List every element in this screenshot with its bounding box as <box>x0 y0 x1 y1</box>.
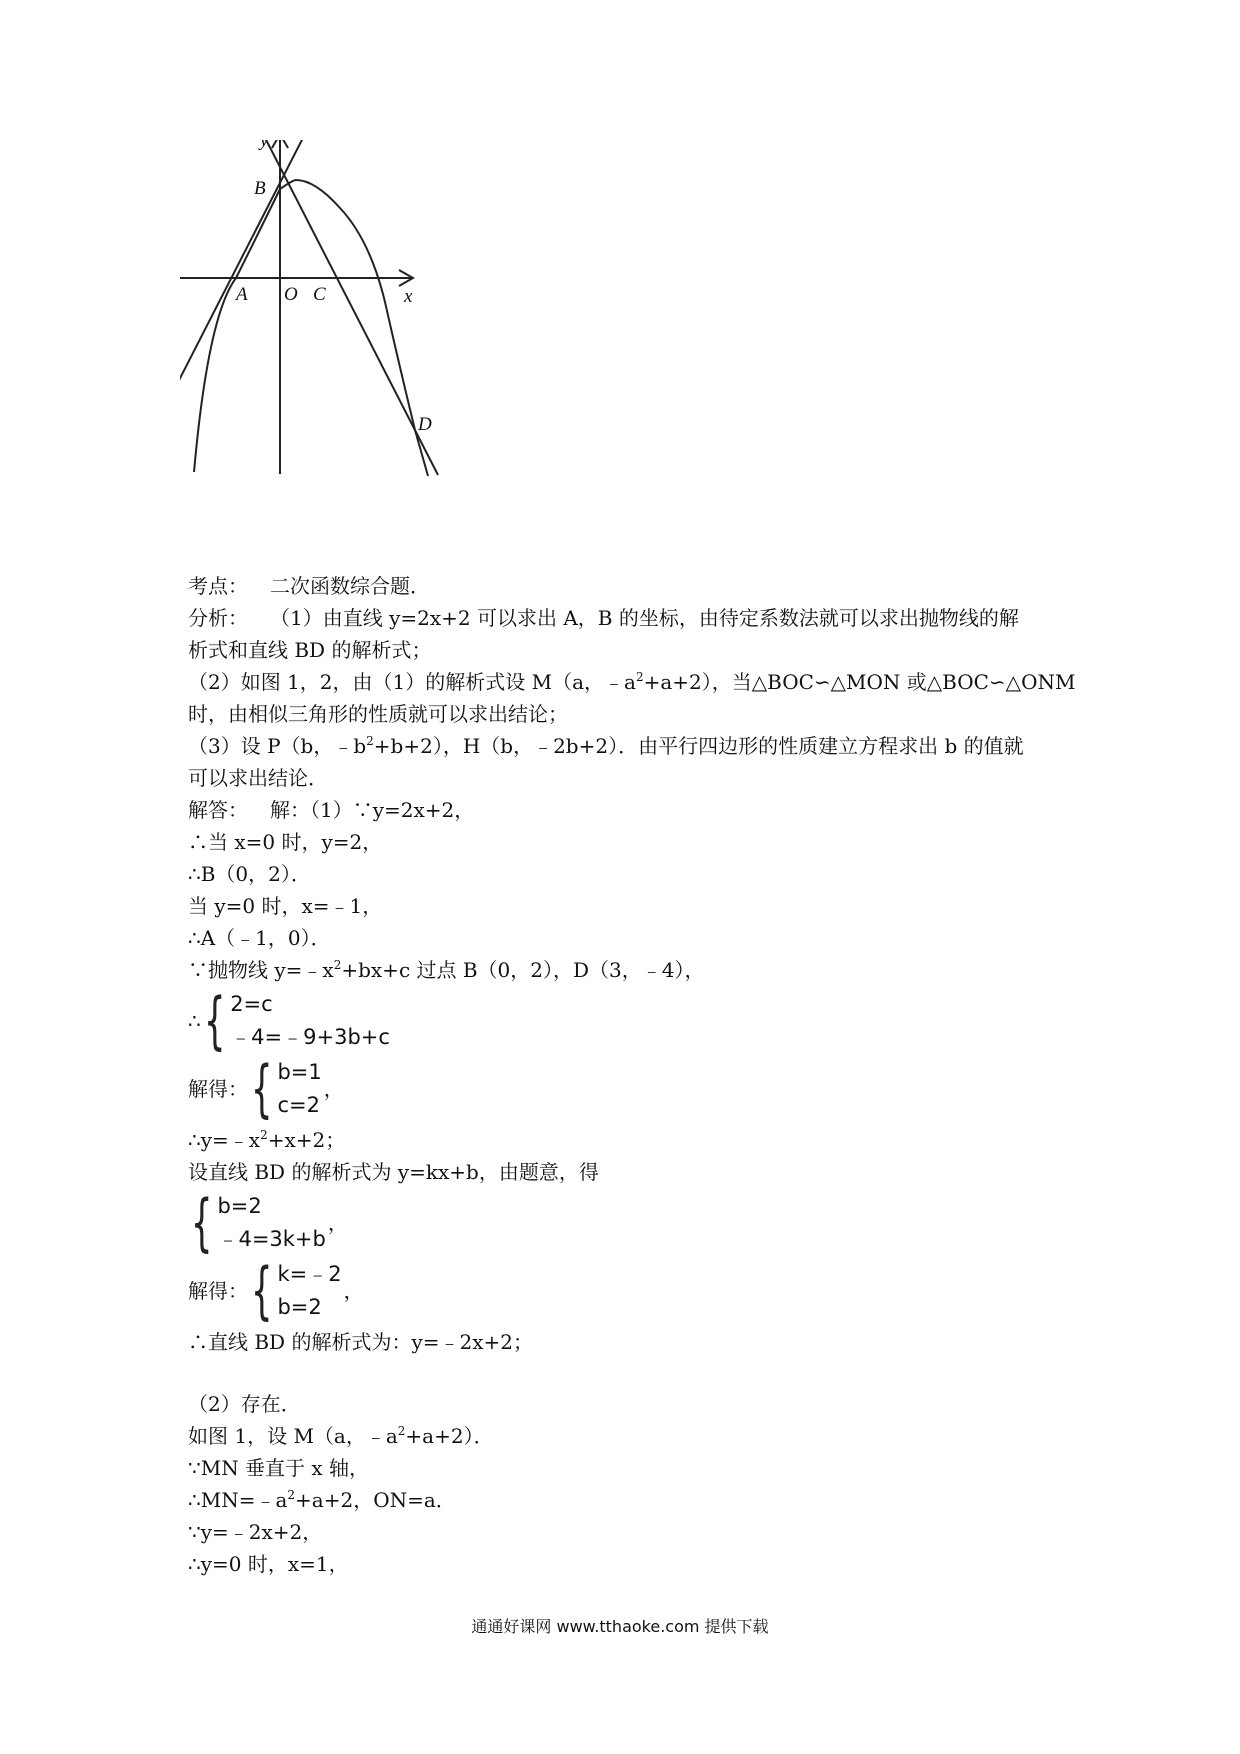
fenxi-line-1 <box>188 602 1068 634</box>
step-line: ∴直线 BD 的解析式为：y=﹣2x+2； <box>188 1330 533 1354</box>
system-lines <box>277 1056 321 1122</box>
parabola <box>194 180 428 476</box>
step-line: （2）存在． <box>188 1392 301 1416</box>
fenxi-line-4: 时，由相似三角形的性质就可以求出结论； <box>188 702 568 726</box>
step-line: ∵MN 垂直于 x 轴， <box>188 1456 370 1480</box>
line-y-2x-plus-2 <box>180 140 307 392</box>
equation-system-1 <box>188 984 1068 1057</box>
system-equation: b=1 <box>277 1060 322 1084</box>
system-prefix: ∴ <box>188 1009 201 1033</box>
system-lines <box>277 1258 341 1324</box>
brace-icon: { <box>250 1254 273 1327</box>
point-c-label: C <box>313 284 326 305</box>
step-line: 当 y=0 时，x=﹣1， <box>188 894 383 918</box>
system-suffix: ， <box>343 1279 364 1303</box>
brace-icon: { <box>190 1186 213 1259</box>
superscript: 2 <box>260 1128 268 1142</box>
superscript: 2 <box>333 958 342 972</box>
jieda-label: 解答： <box>188 798 248 822</box>
step-line: ∴A（﹣1，0）． <box>188 926 331 950</box>
solution-text <box>188 570 1076 1580</box>
text-run: +x+2； <box>267 1128 346 1152</box>
equation-system-2 <box>188 1052 1068 1125</box>
system-lines <box>217 1190 325 1256</box>
text-run: ∴y=﹣x <box>188 1128 261 1152</box>
kaodian-line <box>188 570 1068 602</box>
text-run: +bx+c 过点 B（0，2），D（3，﹣4）， <box>341 958 705 982</box>
step-line <box>188 954 1068 986</box>
origin-label: O <box>284 284 298 305</box>
text-run: +a+2），当△BOC∽△MON 或△BOC∽△ONM <box>643 670 1076 694</box>
text-run: 如图 1，设 M（a，﹣a <box>188 1424 398 1448</box>
jieda-text: 解：（1）∵y=2x+2， <box>270 798 475 822</box>
step-line: ∴当 x=0 时，y=2， <box>188 830 383 854</box>
brace-icon: { <box>250 1052 273 1125</box>
step-line <box>188 1124 1068 1156</box>
step-line <box>188 1420 1068 1452</box>
y-axis-label: y <box>260 140 269 151</box>
system-equation: k=﹣2 <box>277 1262 342 1286</box>
fenxi-line-3 <box>188 666 1076 698</box>
system-suffix: ， <box>323 1077 344 1101</box>
system-prefix: 解得： <box>188 1077 248 1101</box>
system-prefix: 解得： <box>188 1279 248 1303</box>
text-run: （2）如图 1，2，由（1）的解析式设 M（a，﹣a <box>188 670 636 694</box>
page-footer: 通通好课网 www.tthaoke.com 提供下载 <box>471 1617 769 1636</box>
system-suffix: ， <box>327 1211 348 1235</box>
system-equation: b=2 <box>277 1295 322 1319</box>
point-a-label: A <box>236 284 248 305</box>
fenxi-label: 分析： <box>188 606 248 630</box>
x-axis-label: x <box>404 286 413 307</box>
brace-icon: { <box>203 984 226 1057</box>
step-line: ∵y=﹣2x+2， <box>188 1520 323 1544</box>
paragraph-gap <box>188 1358 1068 1388</box>
text-run: （3）设 P（b，﹣b <box>188 734 367 758</box>
step-line <box>188 1484 1068 1516</box>
jieda-line <box>188 794 1068 826</box>
system-equation: 2=c <box>230 992 273 1016</box>
superscript: 2 <box>397 1424 406 1438</box>
point-b-label: B <box>254 178 266 199</box>
text-run: +a+2）． <box>405 1424 494 1448</box>
fenxi-line-2: 析式和直线 BD 的解析式； <box>188 638 432 662</box>
fenxi-text: （1）由直线 y=2x+2 可以求出 A，B 的坐标，由待定系数法就可以求出抛物线的解 <box>270 606 1019 630</box>
superscript: 2 <box>287 1488 296 1502</box>
fenxi-line-5 <box>188 730 1068 762</box>
step-line: ∴B（0，2）． <box>188 862 311 886</box>
text-run: ∵抛物线 y=﹣x <box>188 958 334 982</box>
system-equation: ﹣4=﹣9+3b+c <box>230 1025 390 1049</box>
fenxi-line-6: 可以求出结论． <box>188 766 328 790</box>
system-equation: b=2 <box>217 1194 262 1218</box>
equation-system-3 <box>188 1186 1068 1259</box>
step-line: 设直线 BD 的解析式为 y=kx+b，由题意，得 <box>188 1160 599 1184</box>
system-equation: ﹣4=3k+b <box>217 1227 326 1251</box>
text-run: +b+2），H（b，﹣2b+2）．由平行四边形的性质建立方程求出 b 的值就 <box>373 734 1024 758</box>
function-graph-figure <box>180 140 510 540</box>
equation-system-4 <box>188 1254 1068 1327</box>
superscript: 2 <box>366 734 374 748</box>
point-d-label: D <box>418 414 432 435</box>
graph-svg <box>180 140 510 540</box>
text-run: +a+2，ON=a． <box>295 1488 456 1512</box>
kaodian-label: 考点： <box>188 574 248 598</box>
kaodian-text: 二次函数综合题． <box>270 574 430 598</box>
line-bd <box>260 140 438 475</box>
system-lines <box>230 988 390 1054</box>
system-equation: c=2 <box>277 1093 320 1117</box>
step-line: ∴y=0 时，x=1， <box>188 1552 349 1576</box>
superscript: 2 <box>635 670 644 684</box>
text-run: ∴MN=﹣a <box>188 1488 288 1512</box>
